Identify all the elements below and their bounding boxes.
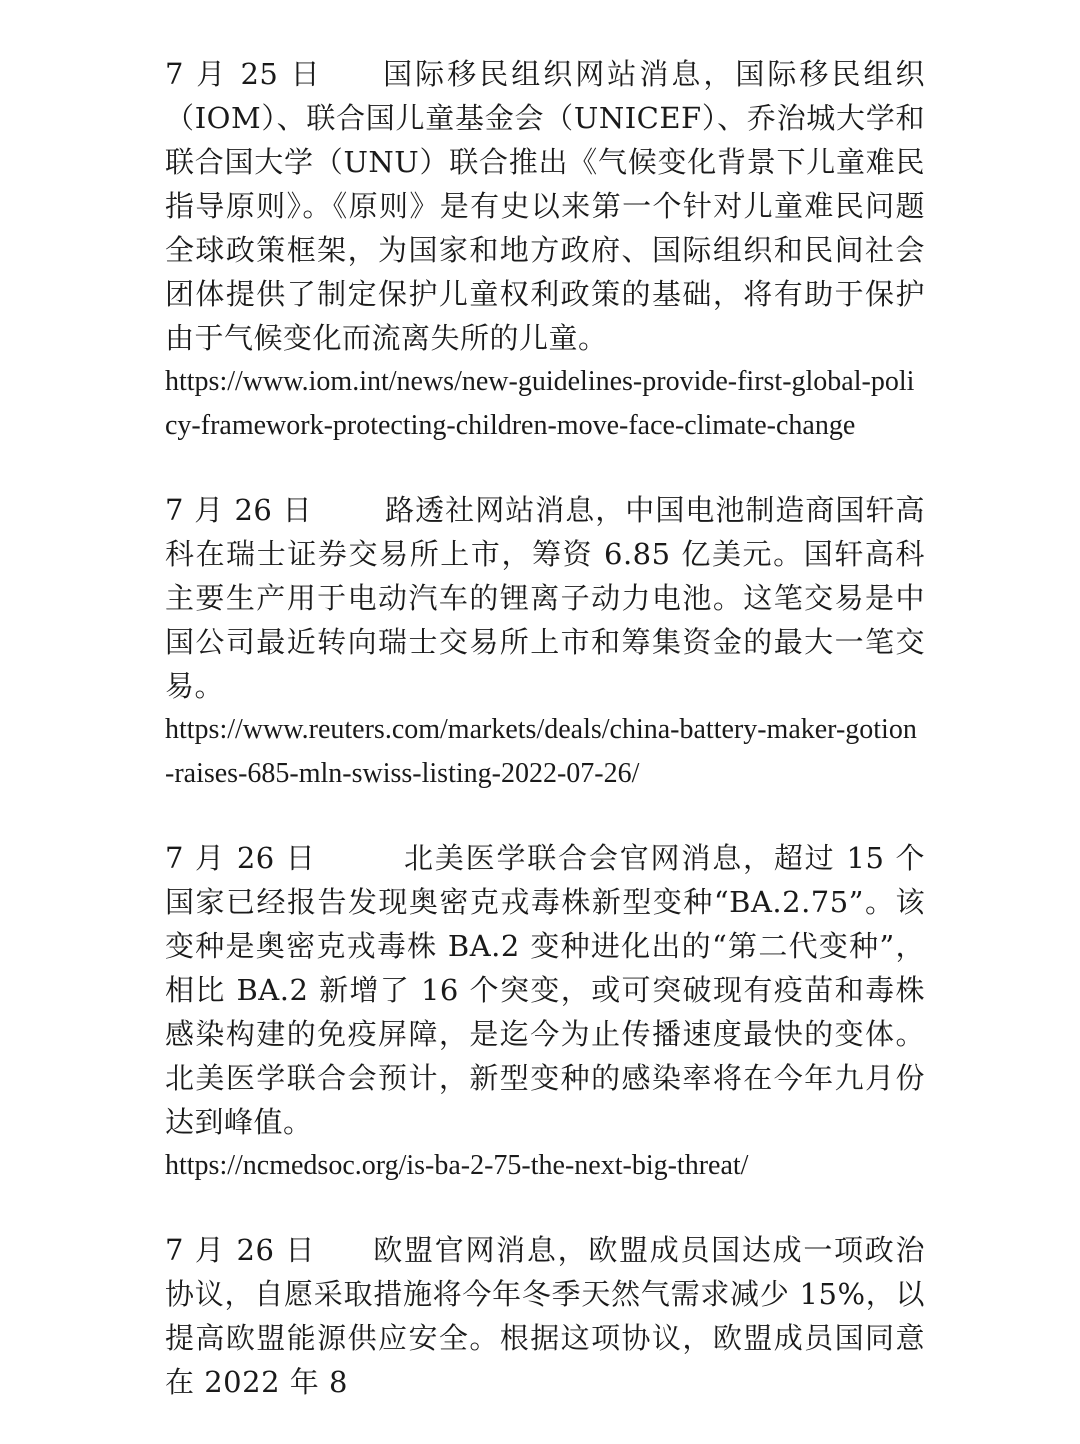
entry-body: [165, 488, 925, 708]
entry-date: 7 月 26 日: [165, 841, 317, 875]
entry-text: 国际移民组织网站消息，国际移民组织（IOM）、联合国儿童基金会（UNICEF）、乔治城大学和联合国大学（UNU）联合推出《气候变化背景下儿童难民指导原则》。《原则》是有史以来第一个针对儿童难民问题全球政策框架，为国家和地方政府、国际组织和民间社会团体提供了制定保护儿童权利政策的基础，将有助于保护由于气候变化而流离失所的儿童。: [165, 57, 925, 355]
entry-date: 7 月 25 日: [165, 57, 323, 91]
entry-body: [165, 1228, 925, 1404]
entry-link[interactable]: https://www.iom.int/news/new-guidelines-provide-first-global-policy-framework-protecting-children-move-face-climate-change: [165, 366, 915, 441]
entry-date: 7 月 26 日: [165, 1233, 317, 1267]
news-entry-1: [165, 52, 925, 448]
news-entry-2: [165, 488, 925, 796]
entry-text: 欧盟官网消息，欧盟成员国达成一项政治协议，自愿采取措施将今年冬季天然气需求减少 15%，以提高欧盟能源供应安全。根据这项协议，欧盟成员国同意在 2022 年 8: [165, 1233, 925, 1399]
entry-body: [165, 52, 925, 360]
news-entry-3: [165, 836, 925, 1188]
news-entry-4: [165, 1228, 925, 1404]
entry-link[interactable]: https://ncmedsoc.org/is-ba-2-75-the-next-big-threat/: [165, 1150, 749, 1181]
entry-text: 北美医学联合会官网消息，超过 15 个国家已经报告发现奥密克戎毒株新型变种“BA.2.75”。该变种是奥密克戎毒株 BA.2 变种进化出的“第二代变种”，相比 BA.2 新增了 16 个突变，或可突破现有疫苗和毒株感染构建的免疫屏障，是迄今为止传播速度最快的变体。北美医学联合会预计，新型变种的感染率将在今年九月份达到峰值。: [165, 841, 925, 1139]
entry-date: 7 月 26 日: [165, 493, 313, 527]
news-digest: [165, 52, 925, 1444]
entry-body: [165, 836, 925, 1144]
entry-link[interactable]: https://www.reuters.com/markets/deals/china-battery-maker-gotion-raises-685-mln-swiss-listing-2022-07-26/: [165, 714, 917, 789]
entry-text: 路透社网站消息，中国电池制造商国轩高科在瑞士证券交易所上市，筹资 6.85 亿美元。国轩高科主要生产用于电动汽车的锂离子动力电池。这笔交易是中国公司最近转向瑞士交易所上市和筹集资金的最大一笔交易。: [165, 493, 925, 703]
